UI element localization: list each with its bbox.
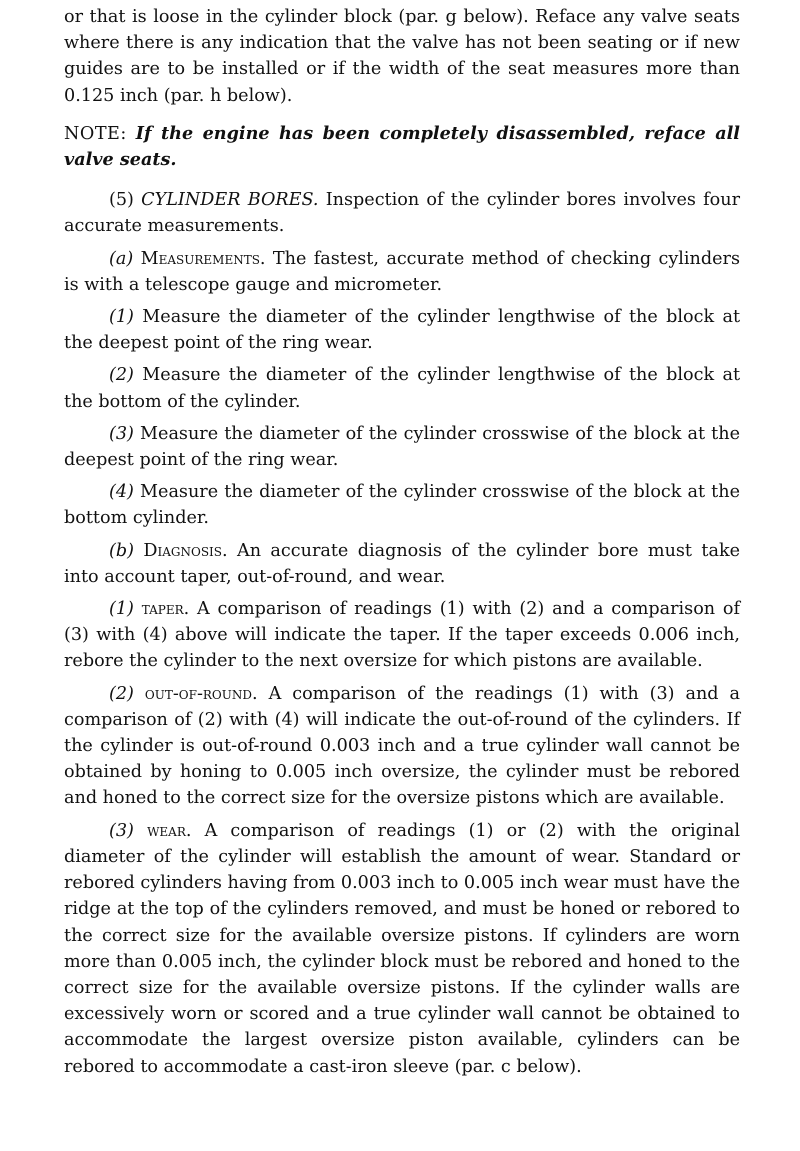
measurement-3-number: (3)	[109, 423, 134, 444]
intro-text: or that is loose in the cylinder block (par. g below). Reface any valve seats where there is any indication that the valve has not been seating or if new guides are to be installed or if the width of the seat measures more than 0.125 inch (par. h below).	[64, 7, 740, 106]
intro-paragraph	[64, 4, 740, 109]
diagnosis-out-of-round-number: (2)	[109, 683, 134, 704]
diagnosis-wear-number: (3)	[109, 820, 134, 841]
note-paragraph	[64, 121, 740, 173]
diagnosis-taper-heading: taper.	[141, 599, 190, 620]
subsection-a-heading: Measurements.	[140, 248, 266, 269]
section-5-heading: CYLINDER BORES.	[141, 190, 319, 211]
measurement-1-paragraph	[64, 304, 740, 356]
measurement-3-text: Measure the diameter of the cylinder crosswise of the block at the deepest point of the ring wear.	[64, 423, 740, 471]
diagnosis-out-of-round-heading: out-of-round.	[144, 683, 258, 704]
note-body: If the engine has been completely disassembled, reface all valve seats.	[64, 122, 740, 171]
subsection-b-text: An accurate diagnosis of the cylinder bore must take into account taper, out-of-round, and wear.	[64, 540, 741, 587]
subsection-a-paragraph	[64, 246, 740, 298]
diagnosis-out-of-round-paragraph	[64, 681, 740, 812]
diagnosis-wear-heading: wear.	[147, 820, 192, 841]
subsection-b-heading: Diagnosis.	[143, 540, 228, 561]
section-5-paragraph	[64, 187, 740, 239]
measurement-2-text: Measure the diameter of the cylinder lengthwise of the block at the bottom of the cylinder.	[64, 365, 741, 412]
document-page	[64, 4, 740, 1086]
measurement-2-paragraph	[64, 362, 740, 414]
measurement-1-text: Measure the diameter of the cylinder lengthwise of the block at the deepest point of the ring wear.	[64, 307, 741, 354]
diagnosis-wear-paragraph	[64, 818, 740, 1080]
subsection-a-number: (a)	[109, 248, 134, 269]
subsection-b-paragraph	[64, 538, 740, 590]
measurement-3-paragraph	[64, 421, 740, 473]
diagnosis-taper-number: (1)	[109, 599, 134, 620]
diagnosis-taper-text: A comparison of readings (1) with (2) and a comparison of (3) with (4) above will indicate the taper. If the taper exceeds 0.006 inch, rebore the cylinder to the next oversize for which pistons are available.	[64, 599, 741, 672]
measurement-4-number: (4)	[109, 482, 134, 503]
section-5-number: (5)	[109, 190, 134, 211]
measurement-2-number: (2)	[109, 365, 134, 386]
measurement-1-number: (1)	[109, 307, 134, 328]
diagnosis-wear-text: A comparison of readings (1) or (2) with the original diameter of the cylinder will establish the amount of wear. Standard or rebored cylinders having from 0.003 inch to 0.005 inch wear must have the ridge at the top of the cylinders removed, and must be honed or rebored to the correct size for the available oversize pistons. If cylinders are worn more than 0.005 inch, the cylinder block must be rebored and honed to the correct size for the available oversize pistons. If the cylinder walls are excessively worn or scored and a true cylinder wall cannot be obtained to accommodate the largest oversize piston available, cylinders can be rebored to accommodate a cast-iron sleeve (par. c below).	[64, 820, 741, 1077]
subsection-a-text: The fastest, accurate method of checking cylinders is with a telescope gauge and micrometer.	[64, 248, 740, 295]
measurement-4-text: Measure the diameter of the cylinder crosswise of the block at the bottom cylinder.	[64, 482, 740, 529]
subsection-b-number: (b)	[109, 540, 134, 561]
section-5-text: Inspection of the cylinder bores involves four accurate measurements.	[64, 190, 740, 237]
diagnosis-out-of-round-text: A comparison of the readings (1) with (3) and a comparison of (2) with (4) will indicate the out-of-round of the cylinders. If the cylinder is out-of-round 0.003 inch and a true cylinder wall cannot be obtained by honing to 0.005 inch oversize, the cylinder must be rebored and honed to the correct size for the oversize pistons which are available.	[64, 683, 741, 809]
note-label: NOTE:	[64, 123, 127, 144]
measurement-4-paragraph	[64, 479, 740, 531]
diagnosis-taper-paragraph	[64, 596, 740, 675]
